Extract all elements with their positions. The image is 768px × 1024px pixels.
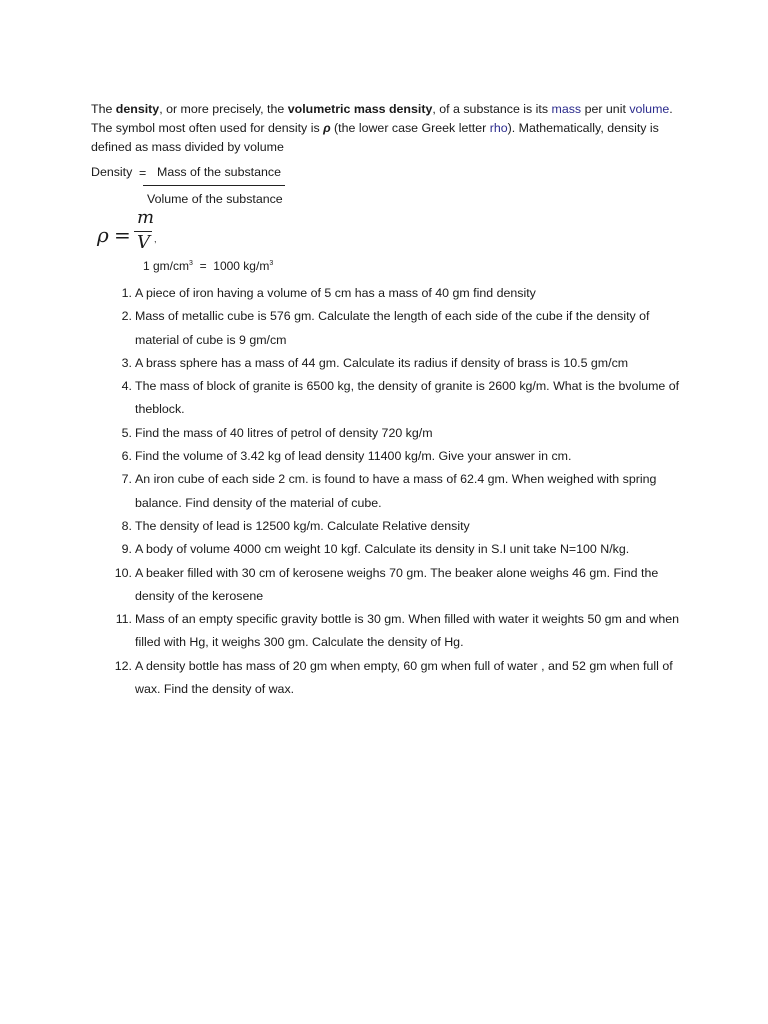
definition-denominator: Volume of the substance [147,192,283,206]
problem-text: Find the volume of 3.42 kg of lead density 11400 kg/m. Give your answer in cm. [135,449,572,464]
list-item [100,538,682,561]
unit-conversion [143,259,273,273]
intro-text: per unit [581,102,630,116]
problem-text: The mass of block of granite is 6500 kg, the density of granite is 2600 kg/m. What is the bvolume of theblock. [135,379,680,417]
list-item [100,608,682,655]
list-item [100,468,682,515]
definition-equals: = [139,166,147,180]
intro-text: The [91,102,116,116]
conversion-equals: = [199,259,207,273]
problem-number: 6. [121,449,132,464]
formula-volume: V [137,232,150,253]
intro-paragraph [91,100,691,157]
link-rho[interactable]: rho [489,121,508,135]
formula-mass: m [137,207,155,228]
link-mass[interactable]: mass [551,102,582,116]
intro-text: , or more precisely, the [159,102,288,116]
rho-symbol: ρ [323,121,331,135]
problem-number: 11. [115,612,132,627]
problem-number: 2. [121,309,132,324]
list-item [100,305,682,352]
conversion-rhs: 1000 kg/m [213,259,270,273]
link-volume[interactable]: volume [629,102,670,116]
problem-text: A beaker filled with 30 cm of kerosene weighs 70 gm. The beaker alone weighs 46 gm. Find the density of the kerosene [135,565,659,603]
intro-text: ). Mathematically, density is defined as mass divided by volume [91,121,659,154]
formula-comma: , [154,234,157,244]
list-item [100,375,682,422]
problem-number: 5. [121,425,132,440]
list-item [100,282,682,305]
conversion-lhs: 1 gm/cm [143,259,190,273]
term-volumetric-mass-density: volumetric mass density [287,102,433,116]
problem-number: 7. [121,472,132,487]
problem-text: A piece of iron having a volume of 5 cm has a mass of 40 gm find density [135,286,536,300]
list-item [100,515,682,538]
list-item [100,422,682,445]
term-density: density [115,102,160,116]
definition-label: Density [91,165,133,179]
conversion-rhs-exponent: 3 [269,260,274,267]
list-item [100,655,682,702]
list-item [100,562,682,609]
problem-text: A density bottle has mass of 20 gm when empty, 60 gm when full of water , and 52 gm when full of wax. Find the density of wax. [135,658,673,697]
problem-number: 10. [114,565,132,580]
list-item [100,352,682,375]
formula-equals: = [114,223,131,247]
problem-number: 12. [114,658,132,673]
problem-number: 3. [121,355,132,370]
problem-text: A brass sphere has a mass of 44 gm. Calculate its radius if density of brass is 10.5 gm/cm [135,355,629,370]
problem-list [100,282,682,701]
definition-numerator: Mass of the substance [157,165,281,179]
problem-text: A body of volume 4000 cm weight 10 kgf. Calculate its density in S.I unit take N=100 N/kg. [135,542,630,557]
problem-text: Find the mass of 40 litres of petrol of density 720 kg/m [135,425,433,440]
problem-number: 8. [121,518,132,533]
list-item [100,445,682,468]
density-formula [97,207,177,258]
problem-number: 4. [121,379,132,394]
intro-text: , of a substance is its [432,102,552,116]
formula-rho: ρ [97,223,109,247]
problem-text: The density of lead is 12500 kg/m. Calculate Relative density [135,518,470,533]
conversion-lhs-exponent: 3 [189,260,193,267]
problem-text: Mass of an empty specific gravity bottle is 30 gm. When filled with water it weights 50 gm and when filled with Hg, it weighs 300 gm. Calculate the density of Hg. [135,612,680,650]
fraction-line [143,185,285,186]
problem-text: An iron cube of each side 2 cm. is found to have a mass of 62.4 gm. When weighed with spring balance. Find density of the material of cube. [135,472,657,510]
problem-number: 9. [121,542,132,557]
intro-text: . The symbol most often used for density is [91,102,673,135]
intro-text: (the lower case Greek letter [330,121,490,135]
problem-text: Mass of metallic cube is 576 gm. Calculate the length of each side of the cube if the density of material of cube is 9 gm/cm [135,309,650,347]
problem-number: 1. [121,286,132,300]
